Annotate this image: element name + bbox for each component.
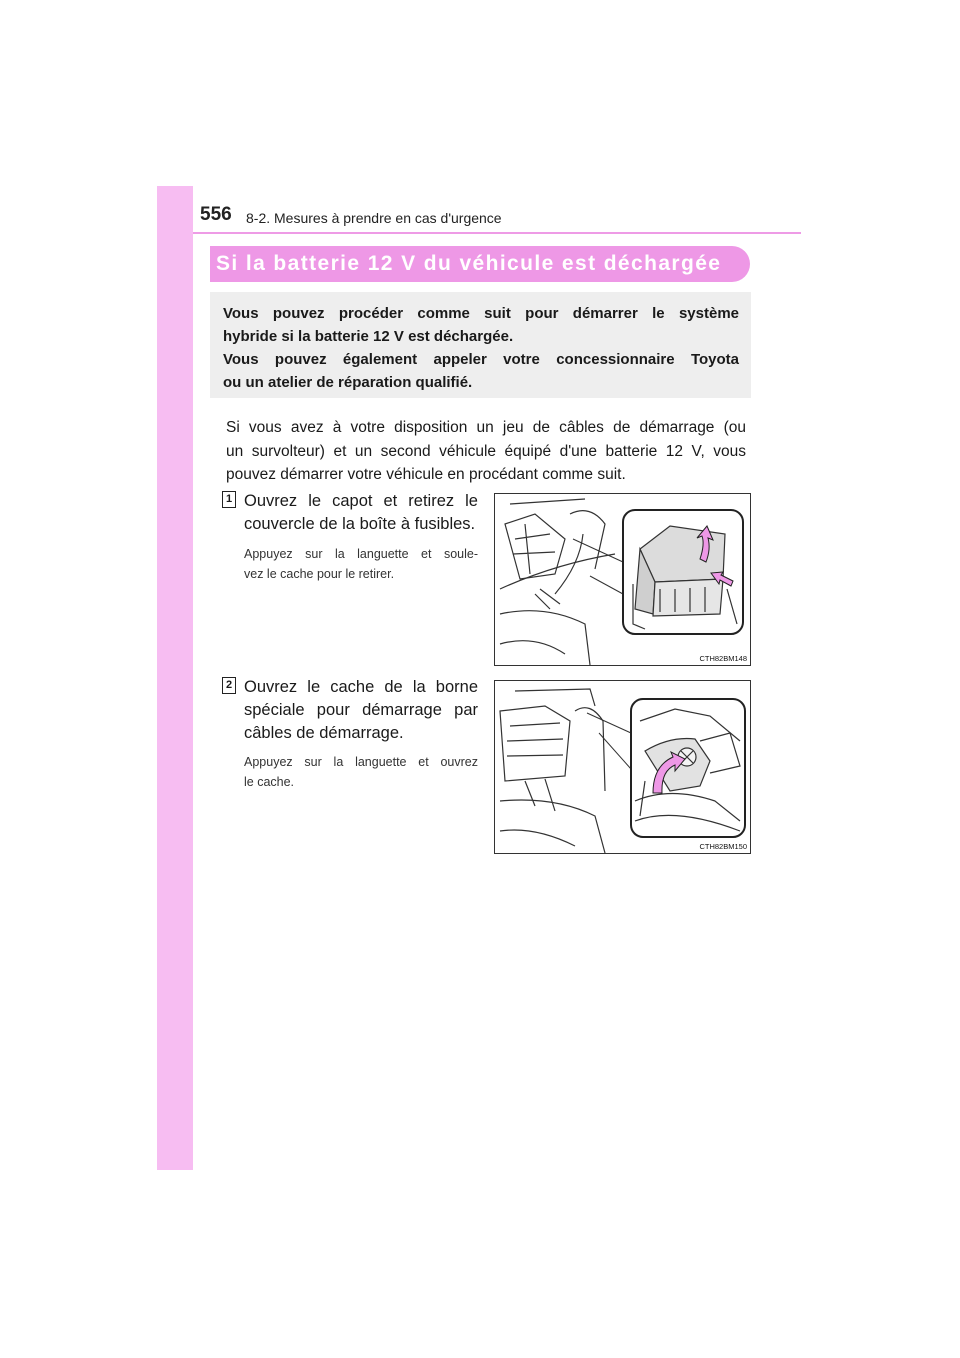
step-2-title-line: spéciale pour démarrage par [244, 701, 478, 719]
step-1-note-line: Appuyez sur la languette et soule- [244, 547, 478, 561]
step-2-badge: 2 [222, 677, 236, 694]
step-1-note [244, 544, 478, 584]
figure-code: CTH82BM150 [699, 842, 747, 851]
step-2-note-line: Appuyez sur la languette et ouvrez [244, 755, 478, 769]
intro-box [210, 292, 751, 398]
step-2-title-line: câbles de démarrage. [244, 724, 404, 742]
body-line: un survolteur) et un second véhicule équipé d'une batterie 12 V, vous [226, 442, 746, 460]
body-line: pouvez démarrer votre véhicule en procédant comme suit. [226, 466, 626, 483]
page-number: 556 [200, 204, 232, 225]
intro-line: Vous pouvez procéder comme suit pour démarrer le système [223, 305, 739, 322]
step-1-title-line: couvercle de la boîte à fusibles. [244, 515, 476, 533]
step-2-note-line: le cache. [244, 775, 295, 789]
figure-code: CTH82BM148 [699, 654, 747, 663]
step-2-title-line: Ouvrez le cache de la borne [244, 678, 478, 696]
fuse-box-drawing [495, 494, 750, 665]
step-1-title [244, 490, 478, 536]
step-2-title [244, 676, 478, 745]
intro-line: Vous pouvez également appeler votre concessionnaire Toyota [223, 351, 739, 368]
step-1-title-line: Ouvrez le capot et retirez le [244, 492, 478, 510]
step-2-note [244, 752, 478, 792]
step-1-note-line: vez le cache pour le retirer. [244, 567, 395, 581]
terminal-cover-illustration [494, 680, 751, 854]
intro-line: hybride si la batterie 12 V est déchargée. [223, 328, 514, 345]
step-1-badge: 1 [222, 491, 236, 508]
side-tab-bar [157, 186, 193, 1170]
section-header: 8-2. Mesures à prendre en cas d'urgence [246, 210, 502, 226]
body-line: Si vous avez à votre disposition un jeu de câbles de démarrage (ou [226, 419, 746, 436]
header-rule [193, 232, 801, 234]
body-paragraph [226, 416, 746, 487]
intro-line: ou un atelier de réparation qualifié. [223, 374, 473, 391]
page-title: Si la batterie 12 V du véhicule est déchargée [216, 252, 722, 275]
terminal-cover-drawing [495, 681, 750, 853]
fuse-box-illustration [494, 493, 751, 666]
